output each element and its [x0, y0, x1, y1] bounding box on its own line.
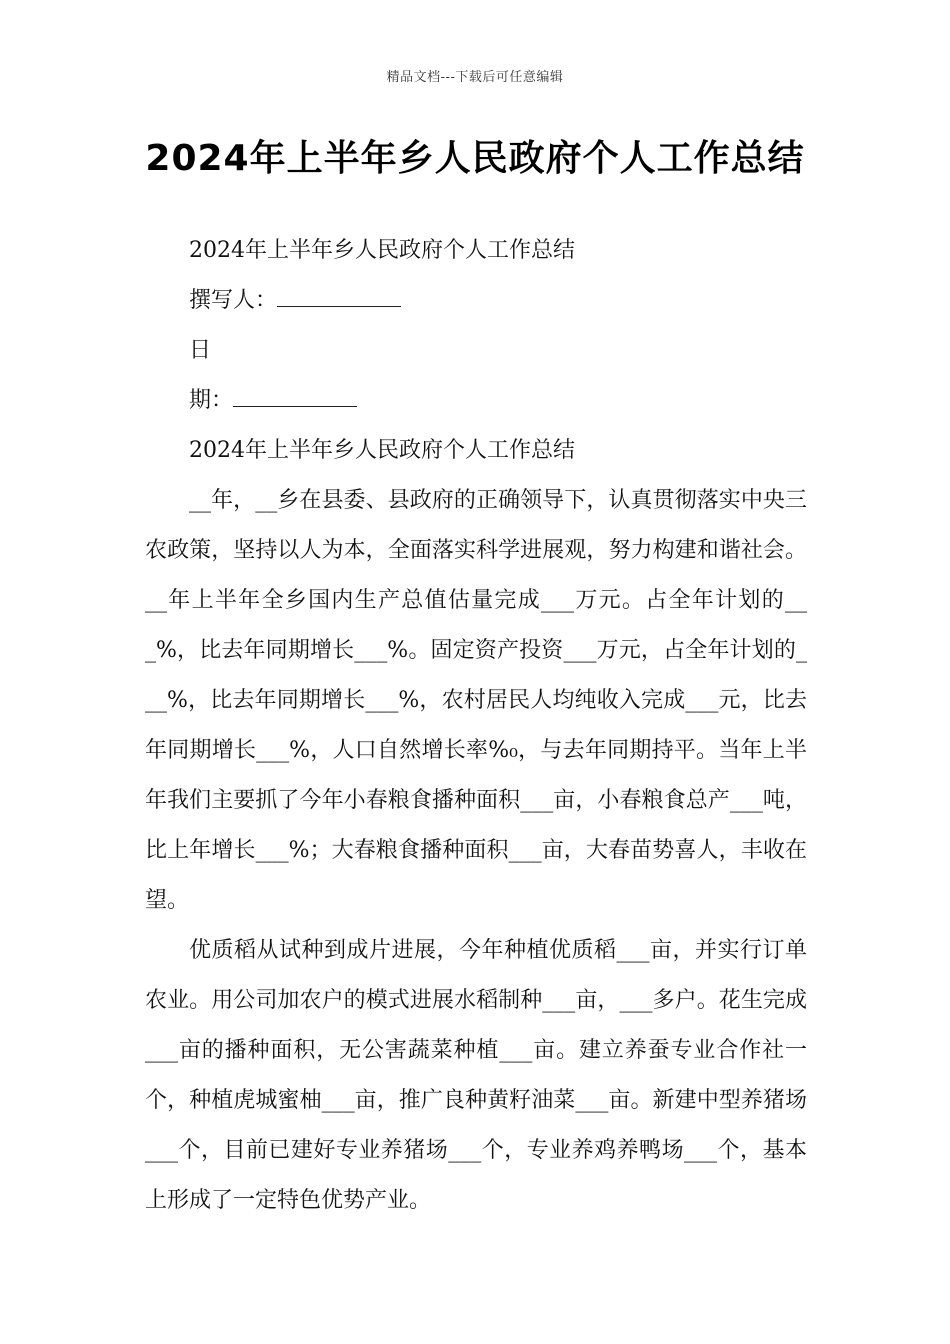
date-label-line-1: 日	[189, 338, 212, 363]
subtitle-line: 2024年上半年乡人民政府个人工作总结	[189, 238, 575, 263]
paragraph-1: __年，__乡在县委、县政府的正确领导下，认真贯彻落实中央三农政策，坚持以人为本，全面落实科学进展观，努力构建和谐社会。__年上半年全乡国内生产总值估量完成___万元。占全年计划的___%，比去年同期增长___%。固定资产投资___万元，占全年计划的___%，比去年同期增长___%，农村居民人均纯收入完成___元，比去年同期增长___%，人口自然增长率%₀，与去年同期持平。当年上半年我们主要抓了今年小春粮食播种面积___亩，小春粮食总产___吨，比上年增长___%；大春粮食播种面积___亩，大春苗势喜人，丰收在望。	[145, 488, 807, 913]
author-label: 撰写人：	[189, 288, 278, 313]
subtitle-repeat-line: 2024年上半年乡人民政府个人工作总结	[189, 438, 575, 463]
date-blank	[233, 376, 357, 407]
document-body	[145, 226, 807, 1226]
header-note: 精品文档---下载后可任意编辑	[386, 70, 564, 85]
document-title: 2024年上半年乡人民政府个人工作总结	[145, 138, 805, 179]
author-line	[145, 276, 807, 326]
date-line	[145, 376, 807, 426]
author-blank	[277, 276, 401, 307]
paragraph-2: 优质稻从试种到成片进展，今年种植优质稻___亩，并实行订单农业。用公司加农户的模式进展水稻制种___亩，___多户。花生完成___亩的播种面积，无公害蔬菜种植___亩。建立养蚕专业合作社一个，种植虎城蜜柚___亩，推广良种黄籽油菜___亩。新建中型养猪场___个，目前已建好专业养猪场___个，专业养鸡养鸭场___个，基本上形成了一定特色优势产业。	[145, 938, 807, 1213]
date-label: 期：	[189, 388, 234, 413]
